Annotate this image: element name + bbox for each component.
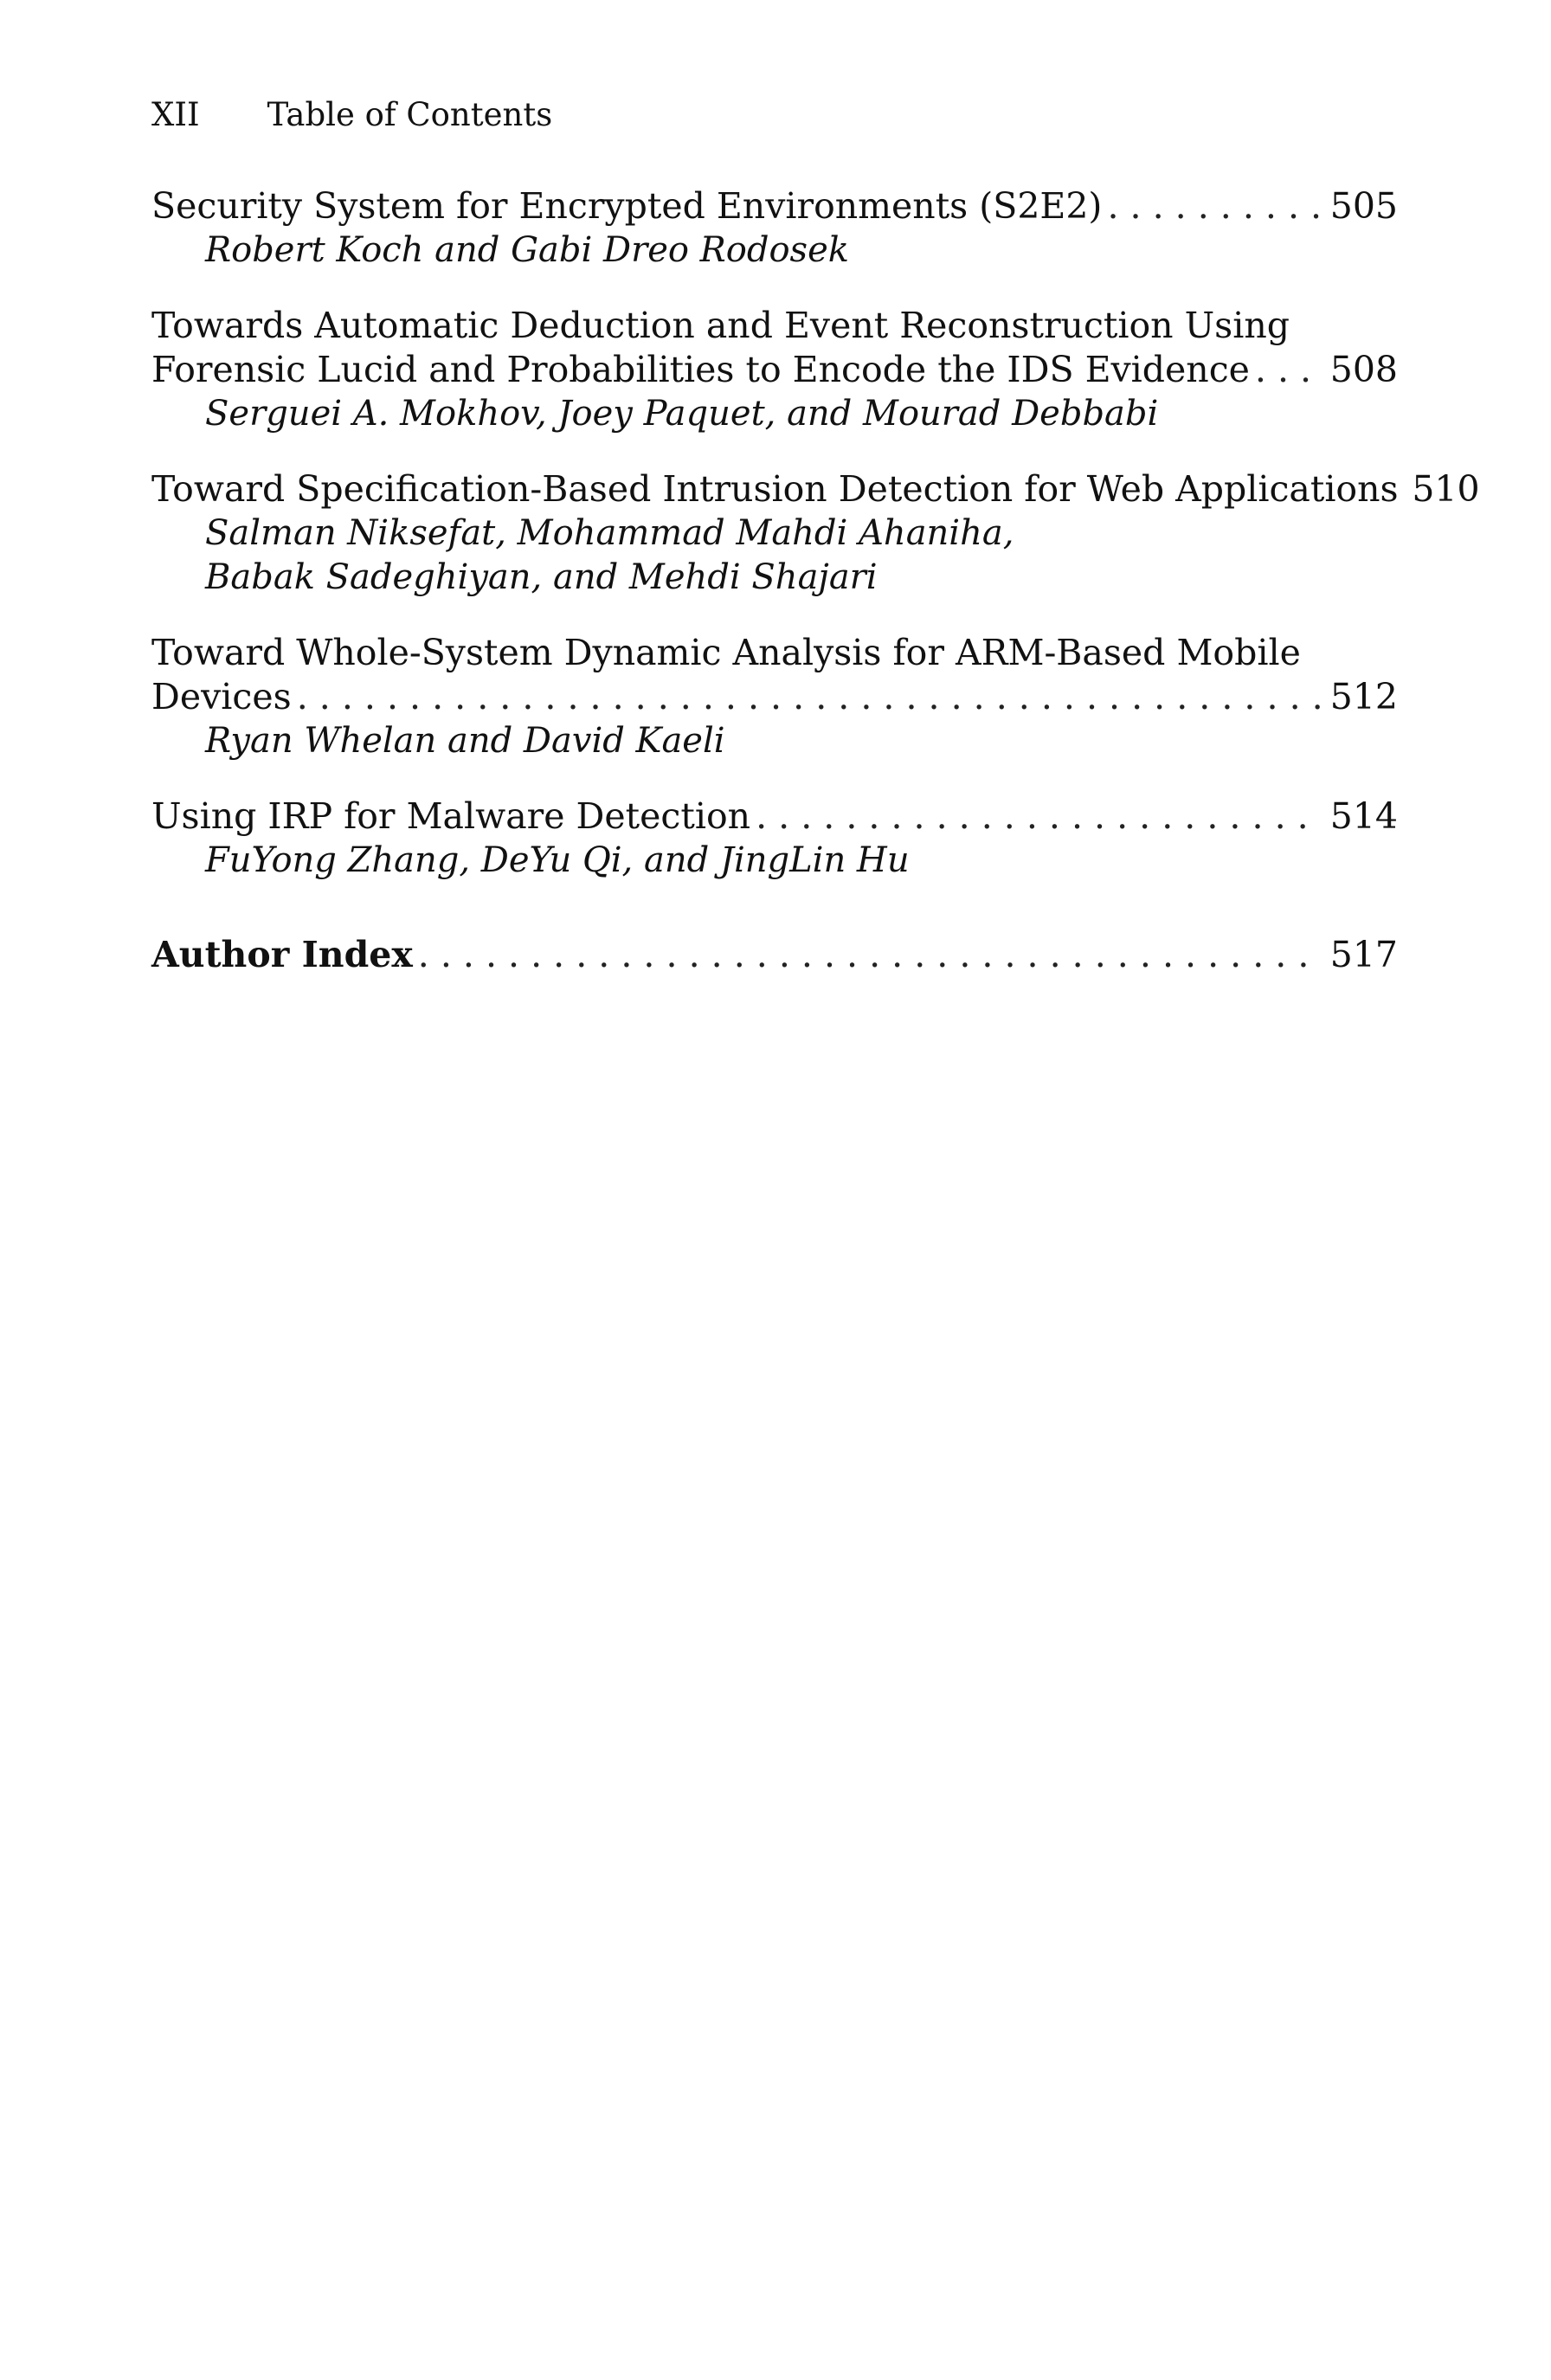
entry-authors: Ryan Whelan and David Kaeli	[205, 721, 725, 761]
entry-title: Security System for Encrypted Environments (S2E2)	[151, 185, 1103, 227]
entry-authors: Robert Koch and Gabi Dreo Rodosek	[205, 230, 849, 270]
author-index-label: Author Index	[151, 934, 413, 975]
toc-entry[interactable]	[151, 631, 1398, 763]
toc-entry[interactable]	[151, 794, 1398, 883]
entry-authors: Salman Niksefat, Mohammad Mahdi Ahaniha,	[205, 513, 1014, 553]
entry-title: Towards Automatic Deduction and Event Reconstruction Using	[151, 305, 1290, 346]
dot-leader	[756, 794, 1322, 839]
entry-page-number: 505	[1329, 185, 1398, 227]
dot-leader	[297, 675, 1322, 719]
entry-page-number: 510	[1412, 468, 1480, 510]
author-index-entry[interactable]	[151, 933, 1398, 977]
dot-leader	[1107, 184, 1322, 228]
entry-page-number: 514	[1329, 795, 1398, 837]
running-title: Table of Contents	[267, 96, 553, 133]
entry-title-line	[151, 348, 1398, 392]
entry-title: Forensic Lucid and Probabilities to Encode the IDS Evidence	[151, 349, 1250, 390]
entry-page-number: 508	[1329, 349, 1398, 390]
entry-title: Toward Specification-Based Intrusion Detection for Web Applications	[151, 468, 1399, 510]
toc-entry[interactable]	[151, 184, 1398, 273]
dot-leader	[418, 933, 1322, 977]
entry-title: Using IRP for Malware Detection	[151, 795, 751, 837]
entry-authors: Serguei A. Mokhov, Joey Paquet, and Mourad Debbabi	[205, 394, 1159, 434]
entry-title-line	[151, 794, 1398, 839]
running-head	[151, 91, 1398, 139]
entry-title-line	[151, 467, 1480, 511]
toc-page	[151, 91, 1480, 977]
entry-authors: Babak Sadeghiyan, and Mehdi Shajari	[205, 557, 878, 597]
entry-authors: FuYong Zhang, DeYu Qi, and JingLin Hu	[205, 840, 910, 880]
page-number: XII	[151, 96, 200, 133]
entry-title-line	[151, 631, 1398, 675]
entry-title: Toward Whole-System Dynamic Analysis for ARM-Based Mobile	[151, 632, 1301, 673]
toc-entry[interactable]	[151, 304, 1398, 436]
entry-page-number: 512	[1329, 676, 1398, 717]
entry-title-line	[151, 304, 1398, 348]
entry-title-line	[151, 675, 1398, 719]
author-index-page-number: 517	[1329, 934, 1398, 975]
dot-leader	[1255, 348, 1322, 392]
toc-entry[interactable]	[151, 467, 1480, 600]
entry-title: Devices	[151, 676, 292, 717]
entry-title-line	[151, 184, 1398, 228]
